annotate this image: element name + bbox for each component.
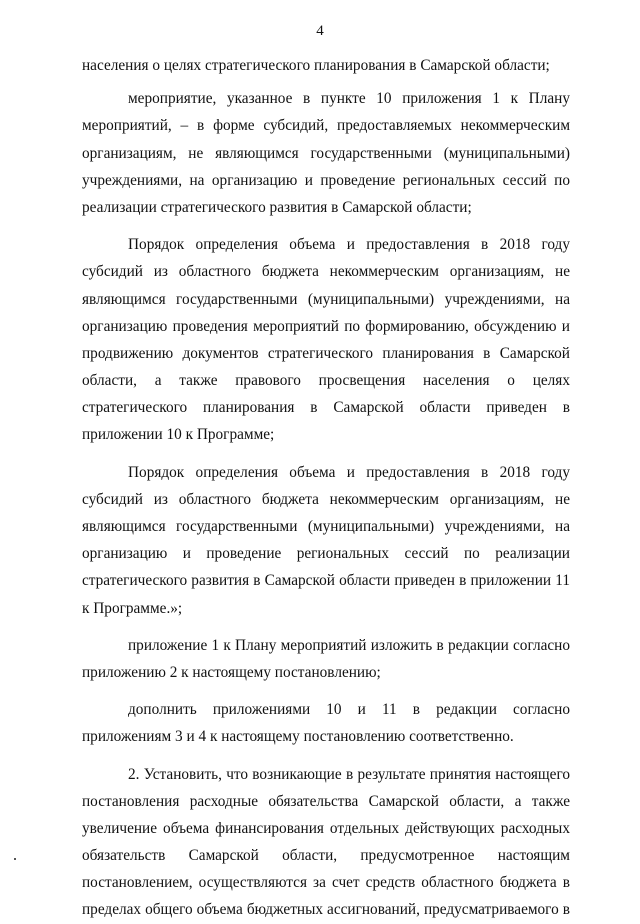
text-line: стратегического развития в Самарской области приведен в приложении 11 xyxy=(82,572,570,590)
text-line: обязательств Самарской области, предусмотренное настоящим xyxy=(82,847,570,865)
text-line: мероприятий, – в форме субсидий, предоставляемых некоммерческим xyxy=(82,117,570,135)
text-line: субсидий из областного бюджета некоммерческим организациям, не xyxy=(82,490,570,508)
text-line: приложении 10 к Программе; xyxy=(82,426,275,444)
paragraph-procedure-appendix-11 xyxy=(82,459,570,622)
paragraph-add-appendices xyxy=(82,696,570,750)
text-line: учреждениями, на организацию и проведение региональных сессий по xyxy=(82,171,570,189)
page-number: 4 xyxy=(316,23,324,39)
text-line: дополнить приложениями 10 и 11 в редакции согласно xyxy=(128,701,570,719)
paragraph-event-item-10 xyxy=(82,85,570,221)
text-line: субсидий из областного бюджета некоммерческим организациям, не xyxy=(82,263,570,281)
text-line: постановления расходные обязательства Самарской области, а также xyxy=(82,792,570,810)
text-line: реализации стратегического развития в Самарской области; xyxy=(82,198,472,216)
text-line: постановлением, осуществляются за счет средств областного бюджета в xyxy=(82,874,570,892)
text-line: пределах общего объема бюджетных ассигнований, предусматриваемого в xyxy=(82,901,570,919)
text-line: стратегического планирования в Самарской области приведен в xyxy=(82,399,570,417)
paragraph-procedure-appendix-10 xyxy=(82,231,570,449)
text-line: к Программе.»; xyxy=(82,599,183,617)
text-line: организациям, не являющимся государственными (муниципальными) xyxy=(82,144,570,162)
text-line: области, а также правового просвещения населения о целях xyxy=(82,372,570,390)
text-line: организацию и проведение региональных сессий по реализации xyxy=(82,545,570,563)
text-line: мероприятие, указанное в пункте 10 приложения 1 к Плану xyxy=(128,90,570,108)
paragraph-item-2-obligations xyxy=(82,761,570,924)
text-line: Порядок определения объема и предоставления в 2018 году xyxy=(128,463,570,481)
text-line: приложение 1 к Плану мероприятий изложить в редакции согласно xyxy=(128,636,570,654)
paragraph-continuation xyxy=(82,52,570,79)
text-line: приложению 2 к настоящему постановлению; xyxy=(82,663,381,681)
document-body xyxy=(82,52,570,924)
text-line: приложениям 3 и 4 к настоящему постановлению соответственно. xyxy=(82,728,514,746)
paragraph-appendix-1-revision xyxy=(82,632,570,686)
text-line: населения о целях стратегического планирования в Самарской области; xyxy=(82,57,550,74)
text-line: Порядок определения объема и предоставления в 2018 году xyxy=(128,236,570,254)
scan-speck xyxy=(14,858,16,860)
text-line: увеличение объема финансирования отдельных действующих расходных xyxy=(82,819,570,837)
text-line: продвижению документов стратегического планирования в Самарской xyxy=(82,344,570,362)
text-line: являющимся государственными (муниципальными) учреждениями, на xyxy=(82,290,570,308)
text-line: организацию проведения мероприятий по формированию, обсуждению и xyxy=(82,317,570,335)
text-line: являющимся государственными (муниципальными) учреждениями, на xyxy=(82,518,570,535)
text-line: 2. Установить, что возникающие в результате принятия настоящего xyxy=(128,765,570,783)
